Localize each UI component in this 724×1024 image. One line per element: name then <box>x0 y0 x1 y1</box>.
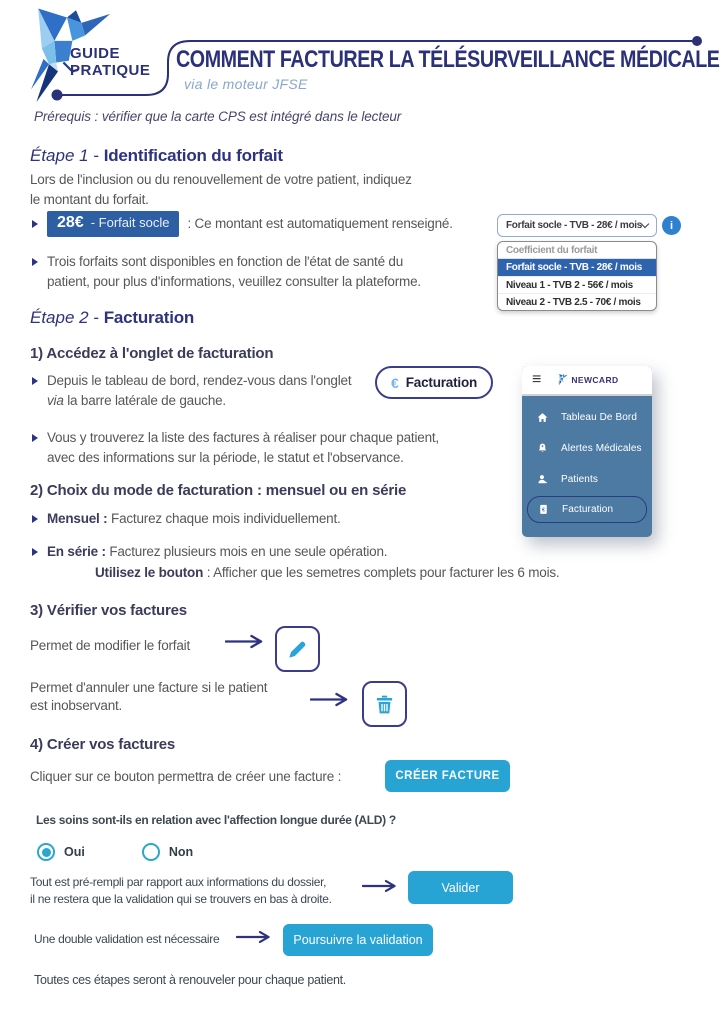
radio-oui[interactable] <box>37 843 55 861</box>
radio-selected-dot <box>42 848 51 857</box>
app-header <box>522 366 652 396</box>
bullet-depuis-tableau <box>32 371 351 411</box>
bullet-triangle-icon <box>32 548 38 556</box>
section4-heading: 4) Créer vos factures <box>30 736 176 753</box>
serie-text: Facturez plusieurs mois en une seule opération. <box>105 544 388 559</box>
step1-separator: - <box>88 146 104 165</box>
section1-heading: 1) Accédez à l'onglet de facturation <box>30 345 274 362</box>
liste-line2: avec des informations sur la période, le statut et l'observance. <box>47 450 404 465</box>
bullet-triangle-icon <box>32 377 38 385</box>
guide-pratique-badge <box>70 45 150 79</box>
step2-title: Facturation <box>103 308 195 327</box>
depuis-line1: Depuis le tableau de bord, rendez-vous dans l'onglet <box>47 373 352 388</box>
sidebar-item-patients[interactable] <box>522 465 652 493</box>
bullet-triangle-icon <box>32 258 38 266</box>
double-validation-text: Une double validation est nécessaire <box>34 932 220 946</box>
cancel-line2: est inobservant. <box>30 698 123 713</box>
facturation-pill-label: Facturation <box>405 375 478 390</box>
step1-heading <box>30 146 283 166</box>
arrow-right-icon <box>236 930 274 944</box>
info-icon[interactable] <box>662 216 681 235</box>
sidebar-item-facturation[interactable] <box>527 496 647 523</box>
option-niveau-2[interactable]: Niveau 2 - TVB 2.5 - 70€ / mois <box>498 293 656 310</box>
arrow-right-icon <box>310 692 352 707</box>
newcard-brand <box>557 374 618 386</box>
serie-bold: En série : <box>47 544 106 559</box>
creer-facture-label: CRÉER FACTURE <box>395 770 500 782</box>
step1-bullet-forfait <box>32 211 453 237</box>
forfait-name: - Forfait socle <box>90 215 170 230</box>
medical-alert-icon <box>536 442 549 455</box>
bullet-triangle-icon <box>32 220 38 228</box>
depuis-line2 <box>47 391 351 411</box>
page-title: COMMENT FACTURER LA TÉLÉSURVEILLANCE MÉDICALE <box>176 46 720 73</box>
section2-heading: 2) Choix du mode de facturation : mensuel ou en série <box>30 482 407 499</box>
app-sidebar-screenshot <box>522 366 652 537</box>
utilisez-text: : Afficher que les semetres complets pour facturer les 6 mois. <box>203 565 560 580</box>
sidebar-item-alertes-medicales[interactable] <box>522 434 652 462</box>
forfait-select-value: Forfait socle - TVB - 28€ / mois <box>506 220 642 231</box>
bullet-triangle-icon <box>32 434 38 442</box>
ald-radio-group <box>37 843 193 861</box>
step1-title: Identification du forfait <box>103 146 283 165</box>
delete-invoice-button[interactable] <box>362 681 407 727</box>
chevron-down-icon <box>641 220 649 228</box>
forfait-option-list <box>497 241 657 311</box>
step2-heading <box>30 308 194 328</box>
utilisez-bold: Utilisez le bouton <box>95 565 204 580</box>
via-rest: la barre latérale de gauche. <box>63 393 226 408</box>
validate-line1: Tout est pré-rempli par rapport aux informations du dossier, <box>30 875 327 889</box>
radio-oui-label: Oui <box>64 845 85 859</box>
radio-non[interactable] <box>142 843 160 861</box>
option-niveau-1[interactable]: Niveau 1 - TVB 2 - 56€ / mois <box>498 276 656 293</box>
badge-line-2: PRATIQUE <box>70 62 151 79</box>
footer-note: Toutes ces étapes seront à renouveler pour chaque patient. <box>34 973 346 987</box>
valider-label: Valider <box>441 880 480 895</box>
step1-intro <box>30 170 412 210</box>
cancel-invoice-text <box>30 679 267 715</box>
liste-line1: Vous y trouverez la liste des factures à réaliser pour chaque patient, <box>47 430 439 445</box>
euro-doc-icon: € <box>390 374 399 391</box>
bullet-en-serie <box>32 542 387 562</box>
option-coefficient[interactable]: Coefficient du forfait <box>498 242 656 259</box>
sidebar-item-label: Facturation <box>562 504 614 515</box>
section3-heading: 3) Vérifier vos factures <box>30 602 187 619</box>
forfait-highlight-chip <box>47 211 179 237</box>
creer-facture-button[interactable] <box>385 760 510 792</box>
validate-text <box>30 874 332 908</box>
bullet2-line1: Trois forfaits sont disponibles en fonction de l'état de santé du <box>47 254 404 269</box>
arrow-right-icon <box>225 634 267 649</box>
mensuel-text: Facturez chaque mois individuellement. <box>107 511 341 526</box>
sidebar-item-tableau-de-bord[interactable] <box>522 403 652 431</box>
bullet-mensuel <box>32 509 341 529</box>
sidebar-item-label: Patients <box>561 473 598 485</box>
mensuel-bold: Mensuel : <box>47 511 108 526</box>
sidebar-item-label: Tableau De Bord <box>561 411 637 423</box>
cancel-line1: Permet d'annuler une facture si le patient <box>30 680 268 695</box>
via-italic: via <box>47 393 64 408</box>
facturation-pill-button[interactable] <box>375 366 493 399</box>
step2-separator: - <box>88 308 104 327</box>
bullet2-line2: patient, pour plus d'informations, veuillez consulter la plateforme. <box>47 274 421 289</box>
newcard-brand-text: NEWCARD <box>571 375 619 385</box>
sidebar-item-label: Alertes Médicales <box>561 442 642 454</box>
step1-label: Étape 1 <box>30 146 89 165</box>
serie-subline <box>95 563 559 583</box>
home-icon <box>536 411 549 424</box>
forfait-amount: 28€ <box>57 214 84 231</box>
poursuivre-validation-button[interactable] <box>283 924 433 956</box>
forfait-suffix-text: : Ce montant est automatiquement renseigné. <box>187 216 453 231</box>
step1-bullet-trois-forfaits <box>32 252 421 292</box>
arrow-right-icon <box>362 879 400 893</box>
invoice-icon <box>537 503 550 516</box>
patients-icon <box>536 473 549 486</box>
create-invoice-text: Cliquer sur ce bouton permettra de créer une facture : <box>30 769 342 784</box>
prerequisite-note: Prérequis : vérifier que la carte CPS est intégré dans le lecteur <box>34 109 402 124</box>
bullet-vous-y-trouverez <box>32 428 439 468</box>
pencil-icon <box>286 638 309 661</box>
poursuivre-label: Poursuivre la validation <box>293 933 423 947</box>
info-glyph: i <box>669 219 674 232</box>
badge-line-1: GUIDE <box>70 45 121 62</box>
validate-line2: il ne restera que la validation qui se trouvers en bas à droite. <box>30 892 332 906</box>
trash-icon <box>373 693 396 716</box>
valider-button[interactable] <box>408 871 513 904</box>
ald-question: Les soins sont-ils en relation avec l'affection longue durée (ALD) ? <box>36 813 396 827</box>
page-subtitle: via le moteur JFSE <box>184 76 308 92</box>
radio-non-label: Non <box>168 845 194 859</box>
option-forfait-socle[interactable]: Forfait socle - TVB - 28€ / mois <box>498 259 656 276</box>
bullet-triangle-icon <box>32 515 38 523</box>
step1-intro-line2: le montant du forfait. <box>30 192 149 207</box>
newcard-bird-icon <box>557 374 568 386</box>
edit-forfait-text: Permet de modifier le forfait <box>30 638 191 653</box>
hamburger-menu-icon[interactable]: ≡ <box>532 371 542 388</box>
edit-invoice-button[interactable] <box>275 626 320 672</box>
forfait-select[interactable] <box>497 214 657 237</box>
step2-label: Étape 2 <box>30 308 89 327</box>
step1-intro-line1: Lors de l'inclusion ou du renouvellement de votre patient, indiquez <box>30 172 412 187</box>
